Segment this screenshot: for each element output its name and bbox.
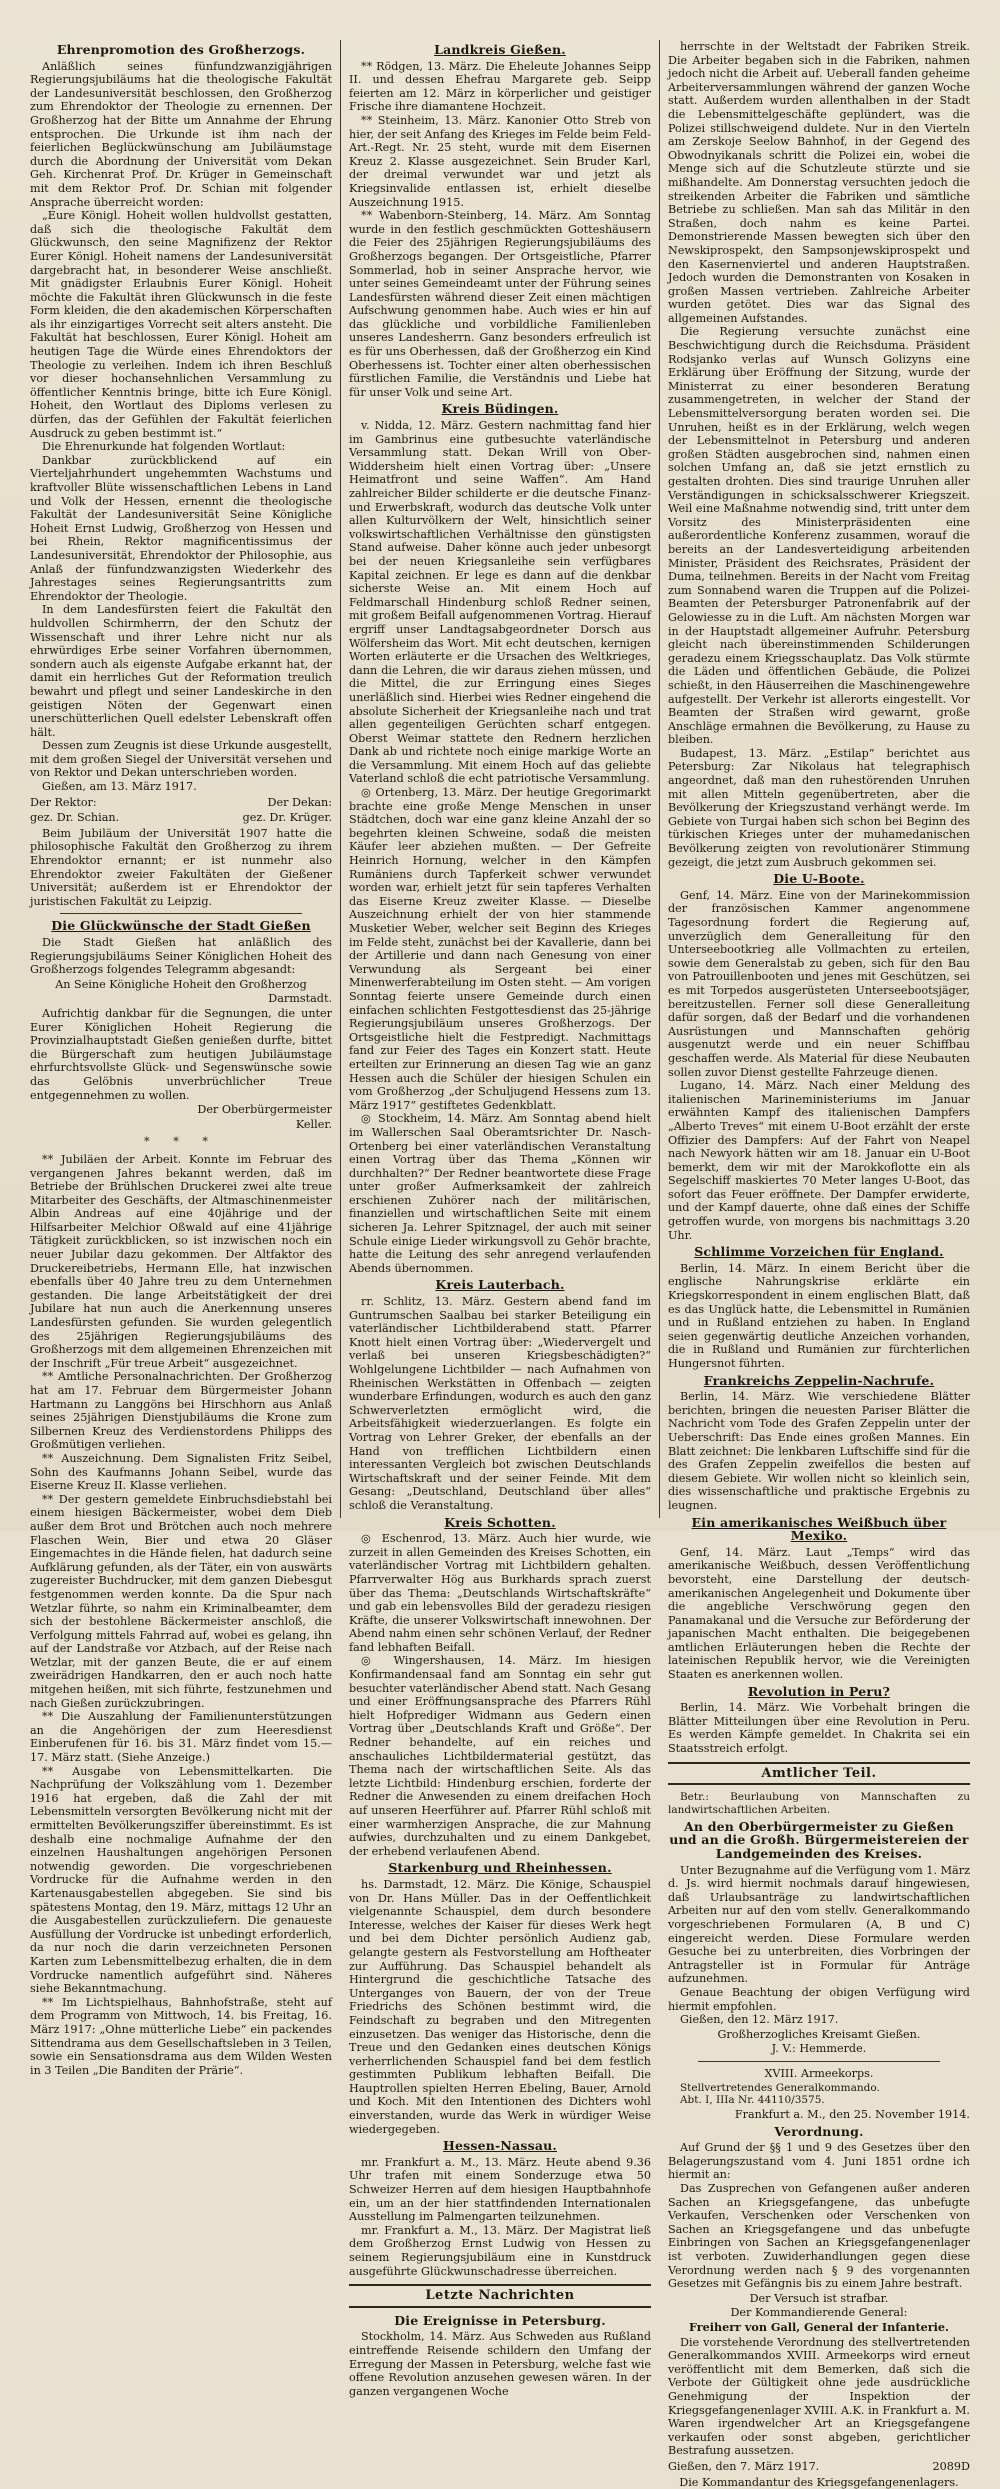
article-paragraph: Genaue Beachtung der obigen Verfügung wird hiermit empfohlen. [667,1985,970,2013]
authority-signature: Die Kommandantur des Kriegsgefangenenlagers. [679,2475,959,2489]
article-paragraph: Der Versuch ist strafbar. [749,2291,889,2305]
article-paragraph: ◎ Stockheim, 14. März. Am Sonntag abend hielt im Wallerschen Saal Oberamtsrichter Dr. Nasch-Ortenberg bei einer vaterländischen Veranstaltung einen Vortrag über das Thema „Können wir durchhalten?“ Der Redner beantwortete diese Frage unter großer Aufmerksamkeit der zahlreich erschienen Zuhörer nach der militärischen, finanziellen und wirtschaftlichen Seite mit einem sicheren Ja. Lehrer Spitznagel, der auch mit seiner Schule einige Lieder wirkungsvoll zu Gehör brachte, hatte die Leitung des sehr anregend verlaufenden Abends übernommen. [348,1112,651,1275]
article-paragraph: Genf, 14. März. Eine von der Marinekommission der französischen Kammer angenommene Tagesordnung fordert die Regierung auf, unverzüglich dem Generalleitung für den Unterseebootkrieg alle Vollmachten zu erteilen, sowie dem Generalstab zu geben, sich für den Bau von Patrouillenbooten und jenes mit Geschützen, sei es mit Torpedos ausgerüsteten Unterseebootsjäger, bereitzustellen. Ferner soll diese Generalleitung dafür sorgen, daß der Bedarf und die vorhandenen Ausrüstungen und Mannschaften gehörig ausgenutzt werde und ein neuer Schiffbau geschaffen werde. Als Material für diese Neubauten sollen zuvor Dienst gestellte Fahrzeuge dienen. [667,888,970,1079]
file-number: Abt. I, IIIa Nr. 44110/3575. [679,2094,825,2107]
columns [24,40,976,2489]
signature-name: Keller. [295,1117,332,1131]
sig-left: gez. Dr. Schian. [30,811,120,825]
headline-starkenburg: Starkenburg und Rheinhessen. [388,1860,612,1876]
date-line: Gießen, am 13. März 1917. [42,780,197,794]
address-city: Darmstadt. [268,992,332,1006]
headline-ehrenpromotion: Ehrenpromotion des Großherzogs. [56,42,306,57]
authority-signature: J. V.: Hemmerde. [771,2042,867,2056]
column-2 [343,40,657,2398]
article-paragraph: Dankbar zurückblickend auf ein Vierteljahrhundert ungehemmten Wachstums und kraftvoller Blüte wissenschaftlichen Lebens in Land und Volk der Hessen, ernennt die theologische Fakultät der Landesuniversität Seine Königliche Hoheit Ernst Ludwig, Großherzog von Hessen und bei Rhein, Rektor magnificentissimus der Landesuniversität, Ehrendoktor der Philosophie, aus Anlaß der fünfundzwanzigsten Wiederkehr des Jahrestages seines Regierungsantritts zum Ehrendoktor der Theologie. [30,453,332,603]
article-paragraph: mr. Frankfurt a. M., 13. März. Heute abend 9.36 Uhr trafen mit einem Sonderzuge etwa 50 Schweizer Herren auf dem hiesigen Hauptbahnhofe ein, um an der hier stattfindenden Internationalen Ausstellung im Palmengarten teilzunehmen. [348,2155,651,2224]
headline-peru: Revolution in Peru? [747,1683,891,1699]
article-paragraph: Die Stadt Gießen hat anläßlich des Regierungsjubiläums Seiner Königlichen Hoheit des Großherzogs folgendes Telegramm abgesandt: [30,936,332,977]
date-line: Frankfurt a. M., den 25. November 1914. [734,2108,970,2122]
headline-england: Schlimme Vorzeichen für England. [694,1244,944,1260]
headline-glueckwuensche: Die Glückwünsche der Stadt Gießen [51,918,311,934]
sig-right: gez. Dr. Krüger. [242,811,332,825]
signature-name: Freiherr von Gall, General der Infanterie. [688,2320,949,2334]
article-paragraph: Die vorstehende Verordnung des stellvertretenden Generalkommandos XVIII. Armeekorps wird erneut veröffentlicht mit dem Bemerken, daß sich die Verbote der Gültigkeit ohne jede ausdrückliche Genehmigung der Inspektion der Kriegsgefangenenlager XVIII. A.K. in Frankfurt a. M. Waren irgendwelcher Art an Kriegsgefangene verkaufen oder sonst abgeben, gerichtlicher Bestrafung aussetzen. [667,2335,970,2458]
authority-line: Großherzogliches Kreisamt Gießen. [717,2027,921,2041]
article-paragraph: v. Nidda, 12. März. Gestern nachmittag fand hier im Gambrinus eine gutbesuchte vaterländische Versammlung statt. Dekan Wrill von Ober-Widdersheim hielt einen Vortrag über: „Unsere Heimatfront und seine Waffen“. Am Hand zahlreicher Bilder schilderte er die deutsche Finanz- und Erwerbskraft, wodurch das deutsche Volk unter allen Kulturvölkern der Welt, hinsichtlich seiner volkswirtschaftlichen Verhältnisse den günstigsten Stand aufweise. Daher könne auch jeder unbesorgt bei der neuen Kriegsanleihe sein verfügbares Kapital zeichnen. Er lege es dann auf die denkbar sicherste Weise an. Mit einem Hoch auf Feldmarschall Hindenburg schloß Redner seinen, mit großem Beifall aufgenommenen Vortrag. Hierauf ergriff unser Landtagsabgeordneter Dorsch aus Wölfersheim das Wort. Mit echt deutschen, kernigen Worten erläuterte er die Ursachen des Weltkrieges, dann die Lehren, die wir daraus ziehen müssen, und die Mittel, die zur Erringung eines Sieges unerläßlich sind. Hierbei wies Redner eingehend die absolute Sicherheit der Kriegsanleihe nach und trat allen gegenteiligen Gerüchten scharf entgegen. Oberst Weimar stattete den Rednern herzlichen Dank ab und richtete noch einige markige Worte an die Versammlung. Mit einem Hoch auf das geliebte Vaterland schloß die echt patriotische Versammlung. [348,419,651,786]
article-paragraph: Das Zusprechen von Gefangenen außer anderen Sachen an Kriegsgefangene, das unbefugte Verkaufen, Verschenken oder Verschenken von Sachen an Kriegsgefangene und das unbefugte Einbringen von Sachen an Kriegsgefangenenlager ist verboten. Zuwiderhandlungen gegen diese Verordnung werden nach § 9 des vorgenannten Gesetzes mit Gefängnis bis zu einem Jahre bestraft. [667,2182,970,2291]
article-paragraph: Aufrichtig dankbar für die Segnungen, die unter Eurer Königlichen Hoheit Regierung die Provinzialhauptstadt Gießen genießen durfte, bittet die Bürgerschaft zum heutigen Jubiläumstage ehrfurchtsvollste Glück- und Segenswünsche sowie das Gelöbnis unverbrüchlicher Treue entgegennehmen zu wollen. [30,1006,332,1102]
article-paragraph: rr. Schlitz, 13. März. Gestern abend fand im Guntrumschen Saalbau bei starker Beteiligung ein vaterländischer Lichtbilderabend statt. Pfarrer Knott hielt einen Vortrag über: „Wiedervergelt und verlaß bei unseren Kriegsbeschädigten?“ Wohlgelungene Lichtbilder — nach Aufnahmen von Rheinischen Werkstätten in Offenbach — zeigten wunderbare Erfindungen, wodurch es auch den ganz Schwerverletzten ermöglicht wird, die Arbeitsfähigkeit wiederzuerlangen. Es folgte ein Vortrag von Lehrer Greker, der ebenfalls an der Hand von trefflichen Lichtbildern einen interessanten Vergleich bot zwischen Deutschlands Wirtschaftskraft und der seiner Feinde. Mit dem Gesang: „Deutschland, Deutschland über alles“ schloß die Veranstaltung. [348,1295,651,1512]
article-paragraph: Auf Grund der §§ 1 und 9 des Gesetzes über den Belagerungszustand vom 4. Juni 1851 ordne ich hiermit an: [667,2141,970,2182]
signature-names [30,811,332,825]
article-paragraph: Die Ehrenurkunde hat folgenden Wortlaut: [42,440,286,454]
article-paragraph: ** Amtliche Personalnachrichten. Der Großherzog hat am 17. Februar dem Bürgermeister Johann Hartmann zu Langgöns bei Hirschhorn aus Anlaß seines 25jährigen Dienstjubiläums die Krone zum Silbernen Kreuz des Verdienstordens Philipps des Großmütigen verliehen. [30,1370,332,1452]
article-paragraph: ** Die Auszahlung der Familienunterstützungen an die Angehörigen der zum Heeresdienst Einberufenen für 16. bis 31. März findet vom 15.—17. März statt. (Siehe Anzeige.) [30,1710,332,1765]
headline-u-boote: Die U-Boote. [773,871,865,887]
article-paragraph: Die Regierung versuchte zunächst eine Beschwichtigung durch die Reichsduma. Präsident Rodsjanko verlas auf Wunsch Golizyns eine Erklärung über Eröffnung der Sitzung, wurde der Ministerrat zu einer besonderen Beratung zusammengetreten, in welcher der Stand der Lebensmittelversorgung beraten worden sei. Die Unruhen, heißt es in der Erklärung, welch wegen der Lebensmittelnot in Petersburg und anderen großen Städten ausgebrochen sind, nahmen einen solchen Umfang an, daß sie jetzt ernstlich zu gestalten drohten. Dies sind traurige Unruhen aller Verständigungen in schicksalsschwerer Kriegszeit. Weil eine Maßnahme notwendig sind, tritt unter dem Vorsitz des Ministerpräsidenten eine außerordentliche Konferenz zusammen, worauf die bereits an der Landesverteidigung arbeitenden Minister, Präsident des Reichsrates, Präsident der Duma, teilnehmen. Bereits in der Nacht vom Freitag zum Sonnabend waren die Truppen auf die Polizei-Beamten der Petersburger Patronenfabrik auf der Gelowiesse zu in die Luft. Am nächsten Morgen war in der Hauptstadt allgemeiner Aufruhr. Petersburg gleicht nach übereinstimmenden Schilderungen geradezu einem Kriegsschauplatz. Das Volk stürmte die Läden und öffentlichen Gebäude, die Polizei schießt, in den Häuserreihen die Maschinengewehre aufgestellt. Der Verkehr ist allerorts eingestellt. Vor Beamten der Straßen wird gewarnt, große Anschläge ermahnen die Bevölkerung, zu Hause zu bleiben. [667,325,970,747]
signature-title: Der Oberbürgermeister [197,1103,332,1117]
sig-right-title: Der Dekan: [267,795,332,809]
article-paragraph: Stockholm, 14. März. Aus Schweden aus Rußland eintreffende Reisende schildern den Umfang der Erregung der Massen in Petersburg, welche fast wie offene Revolution anzusehen gewesen wären. In der ganzen vergangenen Woche [348,2330,651,2398]
headline-petersburg: Die Ereignisse in Petersburg. [394,2312,606,2328]
separator [60,913,302,914]
headline-hessen-nassau: Hessen-Nassau. [442,2138,557,2154]
headline-oberbuergermeister: An den Oberbürgermeister zu Gießen und an die Großh. Bürgermeistereien der Landgemeinden des Kreises. [669,1818,969,1861]
article-paragraph: ** Rödgen, 13. März. Die Eheleute Johannes Seipp II. und dessen Ehefrau Margarete geb. Seipp feierten am 12. März in körperlicher und geistiger Frische ihre diamantene Hochzeit. [348,59,651,114]
headline-kreis-buedingen: Kreis Büdingen. [441,401,559,417]
article-paragraph: In dem Landesfürsten feiert die Fakultät den huldvollen Schirmherrn, der den Schutz der Wissenschaft und ihrer Lehre nicht nur als ehrwürdiges Erbe seiner Vorfahren übernommen, sondern auch als eigenste Aufgabe erkannt hat, der damit ein herrliches Gut der Reformation treulich bewahrt und pflegt und seiner Landeskirche in den geistigen Nöten der Gegenwart einen unerschütterlichen Quell edelster Lebenskraft offen hält. [30,603,332,739]
article-paragraph: „Eure Königl. Hoheit wollen huldvollst gestatten, daß sich die theologische Fakultät dem Glückwunsch, den seine Magnifizenz der Rektor Eurer Königl. Hoheit namens der Landesuniversität dargebracht hat, in besonderer Weise anschließt. Mit gnädigster Erlaubnis Eurer Königl. Hoheit möchte die Fakultät ihren Glückwunsch in die feste Form kleiden, die den akademischen Körperschaften als ihr einzigartiges Vorrecht seit alters ansteht. Die Fakultät hat beschlossen, Eurer Königl. Hoheit am heutigen Tage die Würde eines Ehrendoktors der Theologie zu verleihen. Indem ich ihren Beschluß vor dieser hochansehnlichen Versammlung zu öffentlicher Kenntnis bringe, bitte ich Eure Königl. Hoheit, den Wortlaut des Diploms verlesen zu dürfen, das der Gefühlen der Fakultät feierlichen Ausdruck zu geben bestimmt ist.“ [30,209,332,440]
article-paragraph: ** Ausgabe von Lebensmittelkarten. Die Nachprüfung der Volkszählung vom 1. Dezember 1916 hat ergeben, daß die Zahl der mit Lebensmitteln versorgten Bevölkerung nicht mit der ermittelten Bevölkerungsziffer übereinstimmt. Es ist deshalb eine nochmalige Aufnahme der den einzelnen Haushaltungen angehörigen Personen notwendig geworden. Die vorgeschriebenen Vordrucke für die Aufnahme werden in den Kartenausgabestellen abgegeben. Sie sind bis spätestens Montag, den 19. März, mittags 12 Uhr an die Ausgabestellen zurückzuliefern. Die genaueste Ausfüllung der Vordrucke ist unbedingt erforderlich, da nur noch die darin verzeichneten Personen Karten zum Lebensmittelbezug erhalten, die in dem Vordrucke namentlich aufgeführt sind. Näheres siehe Bekanntmachung. [30,1764,332,1996]
article-paragraph: ** Jubiläen der Arbeit. Konnte im Februar des vergangenen Jahres bekannt werden, daß im Betriebe der Brühlschen Druckerei zwei alte treue Mitarbeiter des Geschäfts, der Altmaschinenmeister Albin Andreas auf eine 40jährige und der Hilfsarbeiter Melchior Oßwald auf eine 41jährige Tätigkeit zurückblicken, so ist inzwischen noch ein neuer Jubilar dazu gekommen. Der Altfaktor des Druckereibetriebs, Hermann Elle, hat inzwischen ebenfalls über 40 Jahre treu zu dem Unternehmen gestanden. Die lange Arbeitstätigkeit der drei Jubilare hat nun auch die Anerkennung unseres Landesfürsten gefunden. Sie wurden gelegentlich des 25jährigen Regierungsjubiläums des Großherzogs mit dem allgemeinen Ehrenzeichen mit der Inschrift „Für treue Arbeit“ ausgezeichnet. [30,1152,332,1370]
article-paragraph: Berlin, 14. März. Wie verschiedene Blätter berichten, bringen die neuesten Pariser Blätter die Nachricht vom Tode des Grafen Zeppelin unter der Ueberschrift: Das Ende eines großen Mannes. Ein Blatt zeichnet: Die lenkbaren Luftschiffe sind für die des Grafen Zeppelin zweifellos die besten auf diesem Gebiete. Wir wollen nicht so kleinlich sein, dies wissenschaftliche und praktische Ergebnis zu leugnen. [667,1390,970,1512]
article-paragraph: ** Im Lichtspielhaus, Bahnhofstraße, steht auf dem Programm von Mittwoch, 14. bis Freitag, 16. März 1917: „Ohne mütterliche Liebe“ ein packendes Sittendrama aus dem Gesellschaftsleben in 3 Teilen, sowie ein Sensationsdrama aus dem Wilden Westen in 3 Teilen „Die Banditen der Prärie“. [30,1995,332,2077]
ad-number: 2089D [932,2459,970,2473]
article-paragraph: Anläßlich seines fünfundzwanzigjährigen Regierungsjubiläums hat die theologische Fakultät der Landesuniversität beschlossen, den Großherzog zum Ehrendoktor der Theologie zu ernennen. Der Großherzog hat der Bitte um Annahme der Ehrung entsprochen. Die Urkunde ist ihm nach der feierlichen Beglückwünschung am Jubiläumstage durch die Abordnung der Universität vom Dekan Geh. Kirchenrat Prof. Dr. Krüger in Gemeinschaft mit dem Rektor Prof. Dr. Schian mit folgender Ansprache überreicht worden: [30,59,332,209]
article-paragraph: Budapest, 13. März. „Estilap“ berichtet aus Petersburg: Zar Nikolaus hat telegraphisch angeordnet, daß man den ruhestörenden Unruhen mit allen Mitteln gegenübertreten, aber die Bevölkerung der Kriegszustand verhängt werde. Im Gebiete von Turgai haben sich schon bei Beginn des türkischen Krieges unter der muhamedanischen Bevölkerung zeigten von revolutionärer Stimmung gezeigt, die jetzt zum Ausbruch gekommen sei. [667,746,970,869]
date-line: Gießen, den 12. März 1917. [679,2013,839,2027]
headline-letzte-nachrichten: Letzte Nachrichten [349,2284,651,2308]
separator [698,2061,940,2062]
column-1 [24,40,338,2077]
headline-kreis-schotten: Kreis Schotten. [444,1514,556,1530]
sig-left-title: Der Rektor: [30,795,97,809]
article-paragraph: ** Auszeichnung. Dem Signalisten Fritz Seibel, Sohn des Kaufmanns Johann Seibel, wurde das Eiserne Kreuz II. Klasse verliehen. [30,1451,332,1493]
column-rule [340,40,341,1518]
column-rule [659,40,660,1518]
article-paragraph: Berlin, 14. März. Wie Vorbehalt bringen die Blätter Mitteilungen über eine Revolution in Peru. Es werden Kämpfe gemeldet. In Chakrita sei ein Staatsstreich erfolgt. [667,1701,970,1756]
article-paragraph: Genf, 14. März. Laut „Temps“ wird das amerikanische Weißbuch, dessen Veröffentlichung bevorsteht, eine Darstellung der deutsch-amerikanischen Angelegenheit und Dokumente über die angebliche Verschwörung gegen den Panamakanal und die Versuche zur Beförderung der japanischen Macht enthalten. Die beigegebenen amtlichen Erläuterungen heben die Rechte der lateinischen Republik hervor, wie die Vereinigten Staaten es anerkennen wollen. [667,1545,970,1682]
corps-line: XVIII. Armeekorps. [764,2066,874,2080]
article-paragraph: mr. Frankfurt a. M., 13. März. Der Magistrat ließ dem Großherzog Ernst Ludwig von Hessen zu seinem Regierungsjubiläum eine in Kunstdruck ausgeführte Glückwunschadresse überreichen. [348,2223,651,2278]
article-paragraph: hs. Darmstadt, 12. März. Die Könige, Schauspiel von Dr. Hans Müller. Das in der Oeffentlichkeit vielgenannte Schauspiel, dem durch besondere Interesse, welches der Kaiser für dieses Werk hegt und bei dem Dichter persönlich Audienz gab, gelangte gestern als Festvorstellung am Hoftheater zur Aufführung. Das Schauspiel behandelt als Hintergrund die geschichtliche Tatsache des Unterganges von Bauern, der von der Treue Friedrichs des Schönen bestimmt wird, die Feindschaft zu begraben und den Mitregenten einzusetzen. Das weniger das Historische, denn die Treue und den Gedanken eines deutschen Königs verherrlichenden Schauspiel fand bei dem festlich gestimmten Publikum lebhaften Beifall. Die Hauptrollen spielten Herren Ebeling, Bauer, Arnold und Koch. Mit den Intentionen des Dichters wohl einverstanden, wurde das Werk in würdiger Weise wiedergegeben. [348,1877,651,2136]
article-paragraph: ** Steinheim, 13. März. Kanonier Otto Streb von hier, der seit Anfang des Krieges im Felde beim Feld-Art.-Regt. Nr. 25 steht, wurde mit dem Eisernen Kreuz 2. Klasse ausgezeichnet. Sein Bruder Karl, der dreimal verwundet war und jetzt als Kriegsinvalide entlassen ist, erhielt dieselbe Auszeichnung 1915. [348,113,651,209]
signature-titles [30,796,332,810]
star-separator: * * * [144,1135,218,1149]
article-paragraph: Dessen zum Zeugnis ist diese Urkunde ausgestellt, mit dem großen Siegel der Universität versehen und von Rektor und Dekan unterschrieben worden. [30,739,332,780]
headline-weissbuch: Ein amerikanisches Weißbuch über Mexiko. [691,1514,947,1544]
headline-zeppelin: Frankreichs Zeppelin-Nachrufe. [703,1372,935,1388]
article-paragraph: ◎ Wingershausen, 14. März. Im hiesigen Konfirmandensaal fand am Sonntag ein sehr gut besuchter vaterländischer Abend statt. Nach Gesang und einer Eröffnungsansprache des Pfarrers Rühl hielt Hofprediger Widmann aus Gedern einen Vortrag über „Deutschlands Kraft und Größe“. Der Redner behandelte, auf ein reiches und anschauliches Lichtbildermaterial gestützt, das Thema nach der wirtschaftlichen Seite. Als das letzte Lichtbild: Hindenburg erschien, forderte der Redner die Anwesenden zu einem dreifachen Hoch auf unseren Heerführer auf. Pfarrer Rühl schloß mit einer warmherzigen Ansprache, die zur Mahnung aufwies, durchzuhalten und zu einem Dankgebet, der erhebend verlaufenen Abend. [348,1654,651,1858]
article-paragraph: Berlin, 14. März. In einem Bericht über die englische Nahrungskrise erklärte ein Kriegskorrespondent in einem englischen Blatt, daß es das Unglück hatte, die Lebensmittel in Rumänien und in Rußland entziehen zu haben. In England seien gegenwärtig deutliche Anzeichen vorhanden, die in Rußland und Rumänien zur fürchterlichen Hungersnot führten. [667,1261,970,1370]
article-paragraph: Beim Jubiläum der Universität 1907 hatte die philosophische Fakultät den Großherzog zu ihrem Ehrendoktor ernannt; er ist nunmehr also Ehrendoktor zweier Fakultäten der Gießener Universität; außerdem ist er Ehrendoktor der juristischen Fakultät zu Leipzig. [30,826,332,908]
article-paragraph: herrschte in der Weltstadt der Fabriken Streik. Die Arbeiter begaben sich in die Fabriken, nahmen jedoch nicht die Arbeit auf. Ueberall fanden geheime Arbeiterversammlungen während der ganzen Woche statt. Außerdem wurden allenthalben in der Stadt die Lebensmittelgeschäfte geplündert, was die Polizei stillschweigend duldete. Nur in den Vierteln am Zerskoje Seelow Bahnhof, in der Gegend des Obwodnyikanals schritt die Polizei ein, wobei die Menge sich auf die Schutzleute stürzte und sie mißhandelte. Am Donnerstag versuchten jedoch die streikenden Arbeiter die Fabriken und sämtliche Betriebe zu schließen. Man sah das Militär in den Straßen, doch nahm es keine Partei. Demonstrierende Massen bewegten sich über den Newskiprospekt, den Sampsonjewskiprospekt und den Kasernenviertel und anderen Hauptstraßen. Jedoch wurden die Demonstranten von Kosaken in großen Massen vertrieben. Zahlreiche Arbeiter wurden getötet. Dies war das Signal des allgemeinen Aufstandes. [667,40,970,325]
headline-amtlicher-teil: Amtlicher Teil. [668,1762,970,1786]
column-3 [662,40,976,2489]
article-paragraph: Unter Bezugnahme auf die Verfügung vom 1. März d. Js. wird hiermit nochmals darauf hingewiesen, daß Urlaubsanträge zu landwirtschaftlichen Arbeiten nur auf den vom stellv. Generalkommando vorgeschriebenen Formularen (A, B und C) eingereicht werden. Diese Formulare werden Gesuche bei zu unterbreiten, dies Vorbringen der Antragsteller ist in Formular für Anträge aufzunehmen. [667,1863,970,1986]
address-line: An Seine Königliche Hoheit den Großherzog [55,977,307,991]
article-paragraph: ** Der gestern gemeldete Einbruchsdiebstahl bei einem hiesigen Bäckermeister, wobei dem Dieb außer dem Brot und Brötchen auch noch mehrere Flaschen Wein, Bier und etwa 20 Gläser Eingemachtes in die Hände fielen, hat dadurch seine Aufklärung gefunden, als der Täter, ein von auswärts zugereister Buchdrucker, mit dem ganzen Diebesgut festgenommen werden konnte. Da die Spur nach Wetzlar führte, so nahm ein Kriminalbeamter, dem sich der bestohlene Bäckermeister anschloß, die Verfolgung mittels Fahrrad auf, wobei es gelang, ihn auf der Landstraße vor Atzbach, auf der Reise nach Wetzlar, mit der ganzen Beute, die er auf einem zweirädrigen Handkarren, den er auch noch hatte mitgehen heißen, mit sich führte, festzunehmen und nach Gießen zurückzubringen. [30,1492,332,1710]
headline-landkreis-giessen: Landkreis Gießen. [434,42,566,57]
headline-kreis-lauterbach: Kreis Lauterbach. [435,1277,565,1293]
betreff-line: Betr.: Beurlaubung von Mannschaften zu landwirtschaftlichen Arbeiten. [667,1791,970,1817]
date-line: Gießen, den 7. März 1917. [667,2459,820,2473]
article-paragraph: ◎ Eschenrod, 13. März. Auch hier wurde, wie zurzeit in allen Gemeinden des Kreises Schotten, ein vaterländischer Vortrag mit Lichtbildern gehalten. Pfarrverwalter Hög aus Burkhards sprach zuerst über das Thema: „Deutschlands Wirtschaftskräfte“ und gab ein lebensvolles Bild der geradezu riesigen Kräfte, die unserer Volkswirtschaft innewohnen. Der Abend nahm einen sehr schönen Verlauf, der Redner fand lebhaften Beifall. [348,1532,651,1654]
signature-title: Der Kommandierende General: [730,2306,908,2320]
article-paragraph: Lugano, 14. März. Nach einer Meldung des italienischen Marineministeriums im Januar erwähnten Kampf des italienischen Dampfers „Alberto Treves“ mit einem U-Boot erzählt der erste Offizier des Dampfers: Auf der Fahrt von Neapel nach Newyork hätten wir am 18. Januar ein U-Boot bemerkt, dem wir mit der Marokkoflotte ein als Segelschiff maskiertes 70 Meter langes U-Boot, das sofort das Feuer eröffnete. Der Dampfer erwiderte, und der Kampf dauerte, ohne daß eines der Schiffe getroffen wurde, von morgens bis nachmittags 3.20 Uhr. [667,1079,970,1242]
headline-verordnung: Verordnung. [774,2123,864,2139]
closing-line [668,2460,970,2474]
article-paragraph: ◎ Ortenberg, 13. März. Der heutige Gregorimarkt brachte eine große Menge Menschen in unser Städtchen, doch war eine ganz kleine Anzahl der so begehrten kleinen Schweine, sodaß die meisten Käufer leer abziehen mußten. — Der Gefreite Heinrich Hornung, welcher in den Kämpfen Rumäniens durch Tapferkeit schwer verwundet worden war, erhielt jetzt für sein tapferes Verhalten das Eiserne Kreuz zweiter Klasse. — Dieselbe Auszeichnung erhielt der von hier stammende Musketier Weber, welcher seit Beginn des Krieges im Felde steht, zunächst bei der Kavallerie, dann bei der Artillerie und dann nach Genesung von einer Verwundung als Sergeant bei einer Minenwerferabteilung im Osten steht. — Am vorigen Sonntag feierte unsere Gemeinde durch einen einfachen schlichten Festgottesdienst das 25-jährige Regierungsjubiläum unseres Großherzogs. Der Ortsgeistliche hielt die Festpredigt. Nachmittags fand zur Feier des Tages ein Konzert statt. Heute erteilten zur Erinnerung an diesen Tag wie an ganz Hessen auch die Schüler der hiesigen Schulen ein vom Großherzog „der Schuljugend Hessens zum 13. März 1917“ gestiftetes Gedenkblatt. [348,786,651,1112]
article-paragraph: ** Wabenborn-Steinberg, 14. März. Am Sonntag wurde in den festlich geschmückten Gotteshäusern die Feier des 25jährigen Regierungsjubiläums des Großherzogs begangen. Der Ortsgeistliche, Pfarrer Sommerlad, hob in seiner Ansprache hervor, wie unter seines Gemeindeamt unter der Führung seines Landesfürsten während dieser Zeit einen mächtigen Aufschwung genommen habe. Auch wies er hin auf das glückliche und vorbildliche Familienleben unseres Landesherrn. Ganz besonders erfreulich ist es für uns Oberhessen, daß der Großherzog ein Kind Oberhessens ist. Tochter einer alten oberhessischen fürstlichen Familie, die Verständnis und Liebe hat für unser Volk und seine Art. [348,209,651,399]
command-line: Stellvertretendes Generalkommando. [679,2081,880,2094]
